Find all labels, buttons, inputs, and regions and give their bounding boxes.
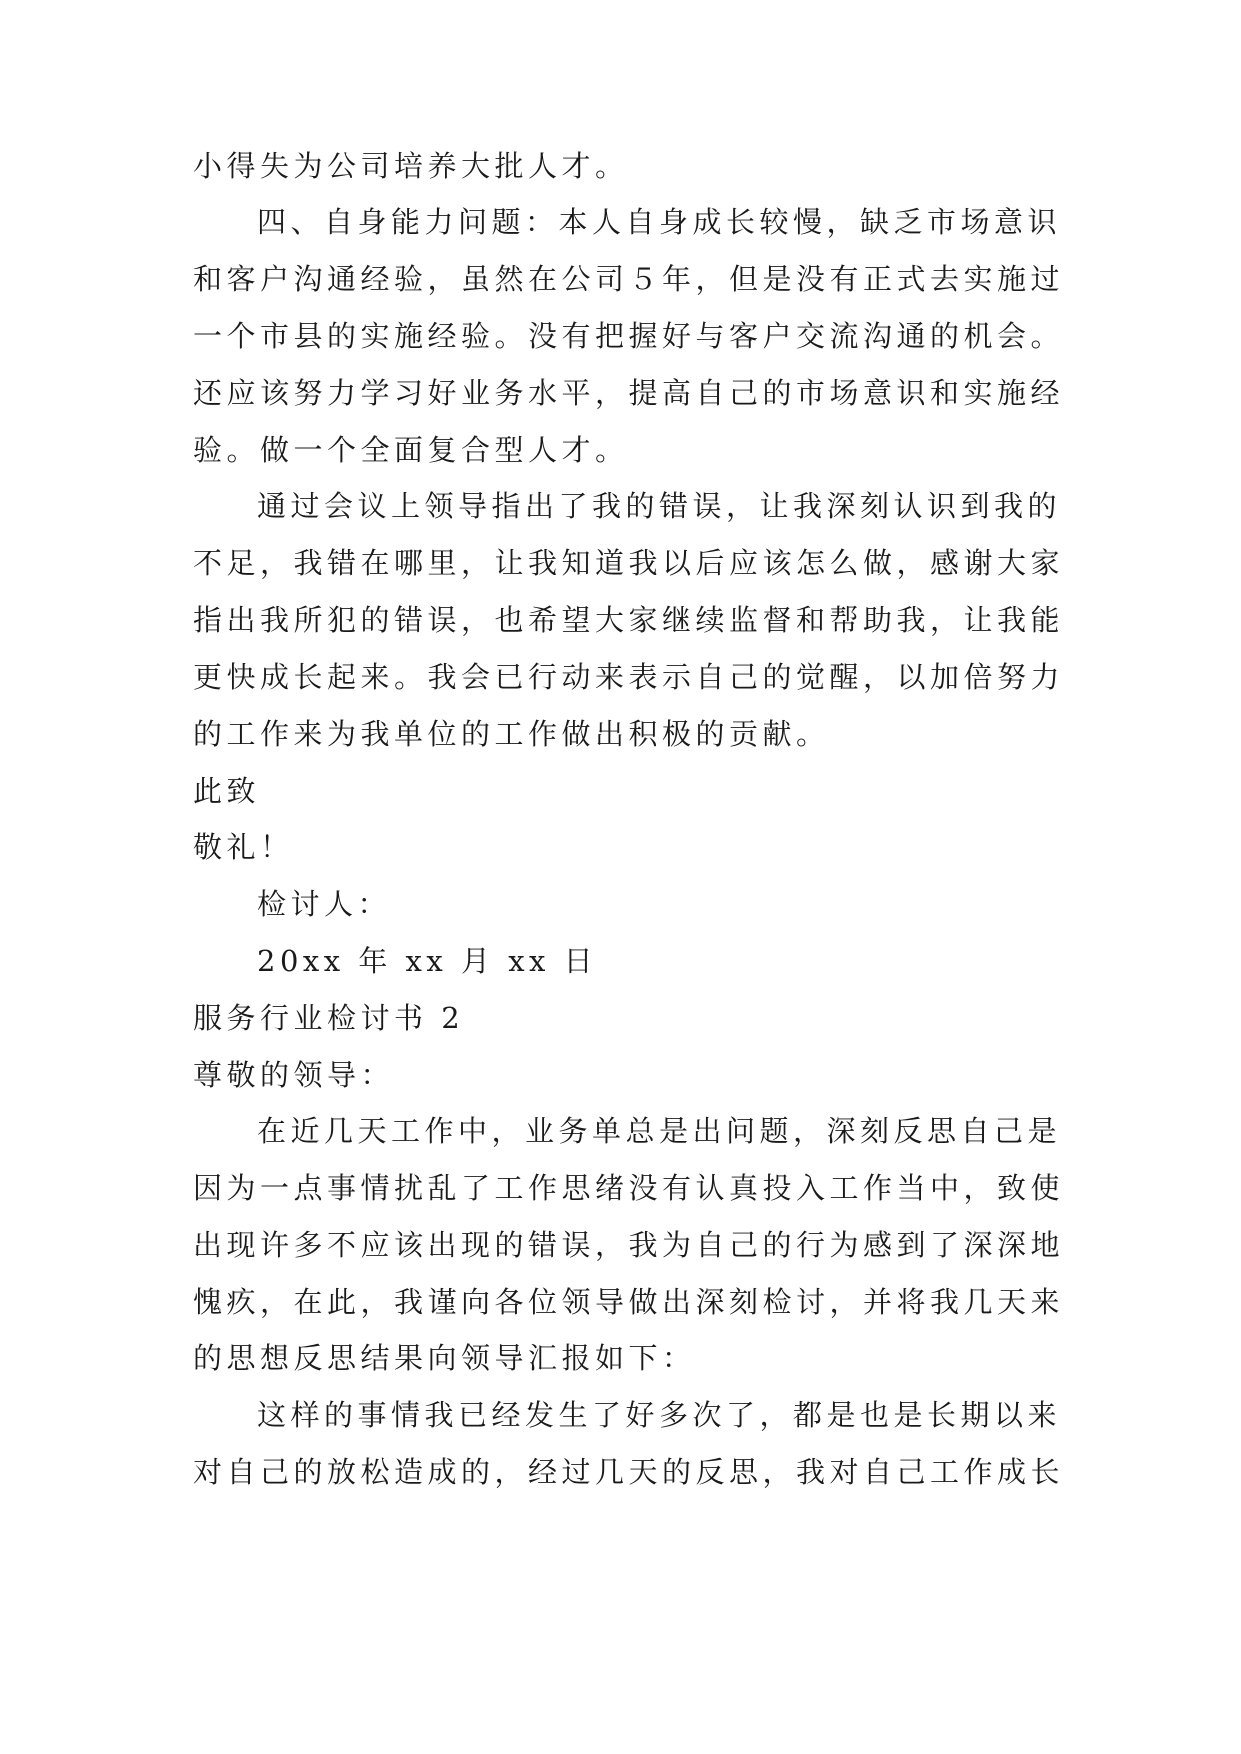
text-line: 出现许多不应该出现的错误，我为自己的行为感到了深深地: [193, 1228, 1065, 1262]
closing-regards: 敬礼！: [193, 830, 294, 864]
text-line: 小得失为公司培养大批人才。: [193, 149, 629, 183]
text-line: 验。做一个全面复合型人才。: [193, 433, 629, 467]
text-line: 这样的事情我已经发生了好多次了，都是也是长期以来: [257, 1398, 1062, 1432]
text-line: 愧疚，在此，我谨向各位领导做出深刻检讨，并将我几天来: [193, 1285, 1065, 1319]
section-title: 服务行业检讨书 2: [193, 1001, 465, 1035]
closing-salutation: 此致: [193, 774, 261, 808]
greeting: 尊敬的领导：: [193, 1058, 395, 1092]
signature-label: 检讨人：: [257, 887, 392, 921]
text-line: 的思想反思结果向领导汇报如下：: [193, 1341, 696, 1375]
text-line: 四、自身能力问题：本人自身成长较慢，缺乏市场意识: [257, 205, 1062, 239]
text-line: 一个市县的实施经验。没有把握好与客户交流沟通的机会。: [193, 319, 1065, 353]
text-line: 通过会议上领导指出了我的错误，让我深刻认识到我的: [257, 489, 1062, 523]
text-line: 还应该努力学习好业务水平，提高自己的市场意识和实施经: [193, 376, 1065, 410]
text-line: 在近几天工作中，业务单总是出问题，深刻反思自己是: [257, 1114, 1062, 1148]
date-line: 20xx 年 xx 月 xx 日: [257, 944, 598, 978]
text-line: 的工作来为我单位的工作做出积极的贡献。: [193, 717, 830, 751]
text-line: 指出我所犯的错误，也希望大家继续监督和帮助我，让我能: [193, 603, 1065, 637]
text-line: 和客户沟通经验，虽然在公司５年，但是没有正式去实施过: [193, 262, 1065, 296]
text-line: 对自己的放松造成的，经过几天的反思，我对自己工作成长: [193, 1455, 1065, 1489]
text-line: 因为一点事情扰乱了工作思绪没有认真投入工作当中，致使: [193, 1171, 1065, 1205]
text-line: 更快成长起来。我会已行动来表示自己的觉醒，以加倍努力: [193, 660, 1065, 694]
text-line: 不足，我错在哪里，让我知道我以后应该怎么做，感谢大家: [193, 546, 1065, 580]
